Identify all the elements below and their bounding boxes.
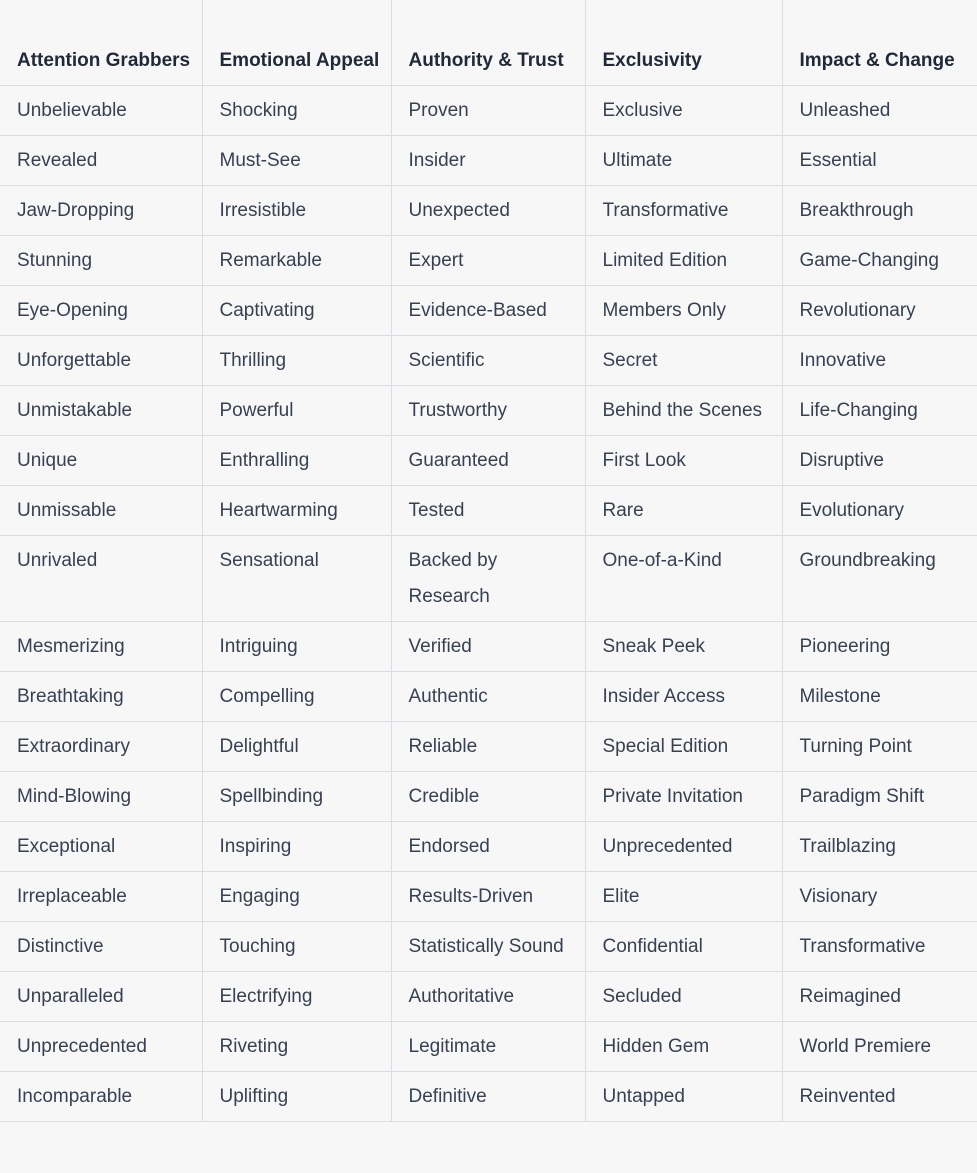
table-cell: Endorsed <box>391 821 585 871</box>
table-cell: World Premiere <box>782 1021 977 1071</box>
table-row <box>0 721 977 771</box>
table-cell: Unprecedented <box>0 1021 202 1071</box>
table-cell: Legitimate <box>391 1021 585 1071</box>
table-cell: Stunning <box>0 235 202 285</box>
table-cell: Distinctive <box>0 921 202 971</box>
table-cell: Inspiring <box>202 821 391 871</box>
table-cell: Touching <box>202 921 391 971</box>
table-cell: Sensational <box>202 535 391 621</box>
table-row <box>0 485 977 535</box>
header-row <box>0 0 977 85</box>
table-cell: Engaging <box>202 871 391 921</box>
table-cell: Authentic <box>391 671 585 721</box>
table-cell: Transformative <box>585 185 782 235</box>
table-cell: Unmistakable <box>0 385 202 435</box>
table-cell: Definitive <box>391 1071 585 1121</box>
table-cell: Reinvented <box>782 1071 977 1121</box>
table-cell: Unrivaled <box>0 535 202 621</box>
table-cell: Paradigm Shift <box>782 771 977 821</box>
table-cell: Pioneering <box>782 621 977 671</box>
table-cell: Visionary <box>782 871 977 921</box>
table-cell: Must-See <box>202 135 391 185</box>
table-row <box>0 971 977 1021</box>
table-cell: Authoritative <box>391 971 585 1021</box>
table-cell: Mind-Blowing <box>0 771 202 821</box>
table-cell: Trustworthy <box>391 385 585 435</box>
table-cell: Unexpected <box>391 185 585 235</box>
table-cell: Rare <box>585 485 782 535</box>
table-cell: Life-Changing <box>782 385 977 435</box>
table-row <box>0 385 977 435</box>
table-cell: Remarkable <box>202 235 391 285</box>
column-header-exclusivity: Exclusivity <box>585 0 782 85</box>
table-header <box>0 0 977 85</box>
table-cell: Guaranteed <box>391 435 585 485</box>
table-row <box>0 1021 977 1071</box>
table-cell: Jaw-Dropping <box>0 185 202 235</box>
table-cell: Mesmerizing <box>0 621 202 671</box>
table-cell: Insider <box>391 135 585 185</box>
table-cell: Untapped <box>585 1071 782 1121</box>
table-cell: Private Invitation <box>585 771 782 821</box>
table-cell: Results-Driven <box>391 871 585 921</box>
table-cell: Statistically Sound <box>391 921 585 971</box>
table-cell: Unmissable <box>0 485 202 535</box>
table-cell: Breathtaking <box>0 671 202 721</box>
table-row <box>0 85 977 135</box>
table-cell: Compelling <box>202 671 391 721</box>
table-cell: Unleashed <box>782 85 977 135</box>
table-cell: Ultimate <box>585 135 782 185</box>
table-cell: Turning Point <box>782 721 977 771</box>
table-body <box>0 85 977 1121</box>
table-row <box>0 871 977 921</box>
table-row <box>0 235 977 285</box>
table-cell: Hidden Gem <box>585 1021 782 1071</box>
table-cell: Unparalleled <box>0 971 202 1021</box>
table-cell: Irresistible <box>202 185 391 235</box>
table-cell: Elite <box>585 871 782 921</box>
table-row <box>0 771 977 821</box>
table-row <box>0 621 977 671</box>
table-cell: Behind the Scenes <box>585 385 782 435</box>
table-cell: Unbelievable <box>0 85 202 135</box>
table-row <box>0 535 977 621</box>
table-cell: Confidential <box>585 921 782 971</box>
table-cell: Spellbinding <box>202 771 391 821</box>
table-cell: Expert <box>391 235 585 285</box>
table-cell: Members Only <box>585 285 782 335</box>
table-cell: Insider Access <box>585 671 782 721</box>
table-row <box>0 1071 977 1121</box>
table-row <box>0 285 977 335</box>
table-cell: Heartwarming <box>202 485 391 535</box>
table-cell: Exclusive <box>585 85 782 135</box>
table-row <box>0 185 977 235</box>
table-cell: Special Edition <box>585 721 782 771</box>
table-cell: Uplifting <box>202 1071 391 1121</box>
table-cell: Innovative <box>782 335 977 385</box>
table-cell: Unprecedented <box>585 821 782 871</box>
table-cell: Exceptional <box>0 821 202 871</box>
table-cell: Delightful <box>202 721 391 771</box>
column-header-impact-change: Impact & Change <box>782 0 977 85</box>
table-row <box>0 135 977 185</box>
table-cell: Thrilling <box>202 335 391 385</box>
table-cell: Evolutionary <box>782 485 977 535</box>
table-row <box>0 921 977 971</box>
table-cell: Limited Edition <box>585 235 782 285</box>
table-row <box>0 335 977 385</box>
table-cell: Secret <box>585 335 782 385</box>
table-cell: Eye-Opening <box>0 285 202 335</box>
table-cell: Evidence-Based <box>391 285 585 335</box>
table-cell: Scientific <box>391 335 585 385</box>
table-cell: Reliable <box>391 721 585 771</box>
table-cell: Verified <box>391 621 585 671</box>
table-cell: Groundbreaking <box>782 535 977 621</box>
table-cell: Game-Changing <box>782 235 977 285</box>
table-cell: Transformative <box>782 921 977 971</box>
table-cell: Electrifying <box>202 971 391 1021</box>
table-cell: Tested <box>391 485 585 535</box>
table-cell: Trailblazing <box>782 821 977 871</box>
table-cell: Backed by Research <box>391 535 585 621</box>
table-cell: Shocking <box>202 85 391 135</box>
table-cell: Breakthrough <box>782 185 977 235</box>
table-cell: Unique <box>0 435 202 485</box>
table-cell: Irreplaceable <box>0 871 202 921</box>
table-cell: Incomparable <box>0 1071 202 1121</box>
table-cell: Riveting <box>202 1021 391 1071</box>
table-cell: First Look <box>585 435 782 485</box>
table-cell: Milestone <box>782 671 977 721</box>
table-cell: Captivating <box>202 285 391 335</box>
table-row <box>0 671 977 721</box>
column-header-attention-grabbers: Attention Grabbers <box>0 0 202 85</box>
column-header-authority-trust: Authority & Trust <box>391 0 585 85</box>
table-cell: Credible <box>391 771 585 821</box>
table-cell: Reimagined <box>782 971 977 1021</box>
table-cell: Revolutionary <box>782 285 977 335</box>
table-cell: One-of-a-Kind <box>585 535 782 621</box>
table-cell: Secluded <box>585 971 782 1021</box>
table-cell: Unforgettable <box>0 335 202 385</box>
table-cell: Essential <box>782 135 977 185</box>
table-row <box>0 821 977 871</box>
column-header-emotional-appeal: Emotional Appeal <box>202 0 391 85</box>
table-cell: Revealed <box>0 135 202 185</box>
table-cell: Disruptive <box>782 435 977 485</box>
table-cell: Extraordinary <box>0 721 202 771</box>
table-cell: Powerful <box>202 385 391 435</box>
table-row <box>0 435 977 485</box>
table-cell: Enthralling <box>202 435 391 485</box>
table-cell: Proven <box>391 85 585 135</box>
table-cell: Intriguing <box>202 621 391 671</box>
table-cell: Sneak Peek <box>585 621 782 671</box>
